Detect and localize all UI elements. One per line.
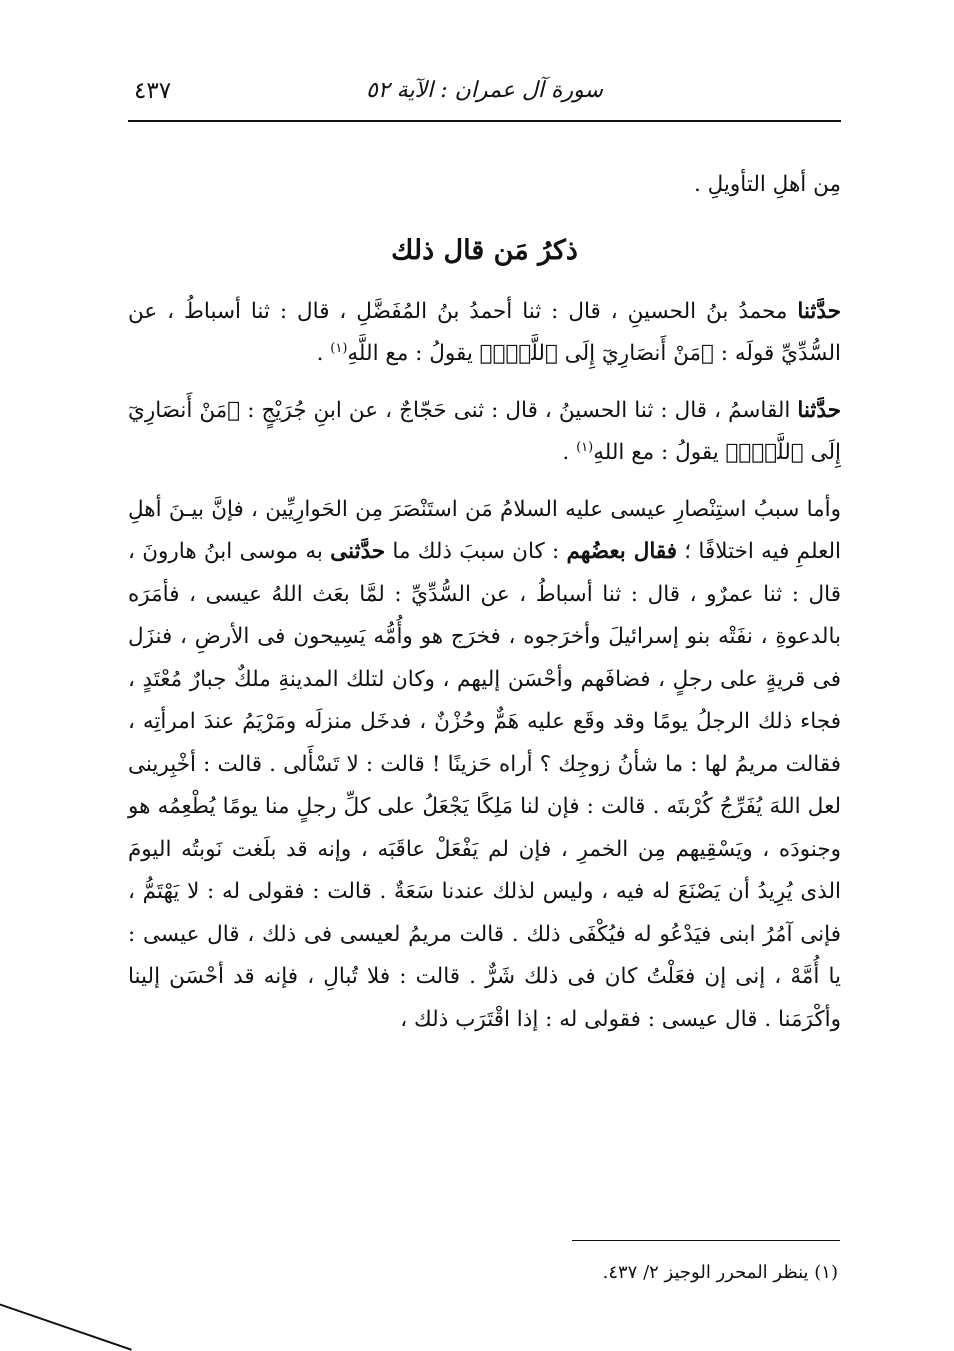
- narration-1-lead: حدَّثنا: [797, 298, 841, 324]
- main-paragraph-bold1: فقال بعضُهم: [566, 539, 678, 564]
- page-number: ٤٣٧: [134, 78, 172, 104]
- footnote: (١) ينظر المحرر الوجيز ٢/ ٤٣٧.: [602, 1262, 838, 1283]
- main-paragraph-part3: به موسى ابنُ هارونَ ، قال : ثنا عمرٌو ، قال : ثنا أسباطُ ، عن السُّدِّيِّ : لمَّا بعَث اللهُ عيسى ، فأمَرَه بالدعوةِ ، نفَتْه بنو إسرائيلَ وأخرَجوه ، فخرَج هو وأُمُّه يَسِيحون فى الأرضِ ، فنزَل فى قريةٍ على رجلٍ ، فضافَهم وأحْسَن إليهم ، وكان لتلك المدينةِ ملكٌ جبارٌ مُعْتَدٍ ، فجاء ذلك الرجلُ يومًا وقد وقَع عليه هَمٌّ وحُزْنٌ ، فدخَل منزلَه ومَرْيَمُ عندَ امرأتِه ، فقالت مريمُ لها : ما شأنُ زوجِك ؟ أراه حَزينًا ! قالت : لا تَسْأَلى . قالت : أخْبِرينى لعل اللهَ يُفَرِّجُ كُرْبتَه . قالت : فإن لنا مَلِكًا يَجْعَلُ على كلِّ رجلٍ منا يومًا يُطْعِمُه هو وجنودَه ، ويَسْقِيهم مِن الخمرِ ، فإن لم يَفْعَلْ عاقَبَه ، وإنه قد بلَغت نَوبتُه اليومَ الذى يُرِيدُ أن يَصْنَعَ له فيه ، وليس لذلك عندنا سَعَةٌ . قالت : فقولى له : لا يَهْتَمُّ ، فإنى آمُرُ ابنى فيَدْعُو له فيُكْفَى ذلك . قالت مريمُ لعيسى فى ذلك ، قال عيسى : يا أُمَّهْ ، إنى إن فعَلْتُ كان فى ذلك شَرٌّ . قالت : فلا تُبالِ ، فإنه قد أحْسَن إلينا وأكْرَمَنا . قال عيسى : فقولى له : إذا اقْتَرَب ذلك ،: [128, 539, 841, 1032]
- page-header: [128, 74, 841, 122]
- main-paragraph: [128, 489, 841, 1042]
- footnote-ref: (١): [330, 340, 348, 356]
- opening-line: مِن أهلِ التأويلِ .: [693, 172, 841, 197]
- narration-2-lead: حدَّثنا: [797, 397, 841, 423]
- narration-2-text: القاسمُ ، قال : ثنا الحسينُ ، قال : ثنى حَجّاجٌ ، عن ابنِ جُرَيْجٍ : ﴿مَنْ أَنصَارِيٓ إِلَى ٱللَّهِۖ﴾ يقولُ : مع اللهِ: [128, 397, 841, 465]
- narration-2: [128, 390, 841, 475]
- narration-1-end: .: [316, 341, 331, 366]
- footnote-ref: (١): [576, 439, 594, 455]
- main-paragraph-part2: : كان سببَ ذلك ما: [385, 539, 567, 564]
- main-paragraph-bold2: حدَّثنى: [330, 539, 386, 564]
- running-title: سورة آل عمران : الآية ٥٢: [366, 78, 603, 103]
- narration-2-end: .: [562, 440, 577, 465]
- scan-artifact-line: [0, 1300, 132, 1351]
- footnote-divider: [572, 1240, 840, 1241]
- narration-1: [128, 291, 841, 376]
- narration-1-text: محمدُ بنُ الحسينِ ، قال : ثنا أحمدُ بنُ المُفَضَّلِ ، قال : ثنا أسباطُ ، عن السُّدِّيِّ قولَه : ﴿مَنْ أَنصَارِيٓ إِلَى ٱللَّهِۖ﴾ يقولُ : مع اللَّهِ: [128, 298, 841, 366]
- body-text: [128, 164, 841, 1041]
- section-heading: ذكرُ مَن قال ذلك: [391, 234, 578, 266]
- main-paragraph-part1: وأما سببُ استِنْصارِ عيسى عليه السلامُ مَن استَنْصَرَ مِن الحَوارِيِّين ، فإنَّ بيـنَ أهلِ العلمِ فيه اختلافًا ؛: [128, 496, 841, 564]
